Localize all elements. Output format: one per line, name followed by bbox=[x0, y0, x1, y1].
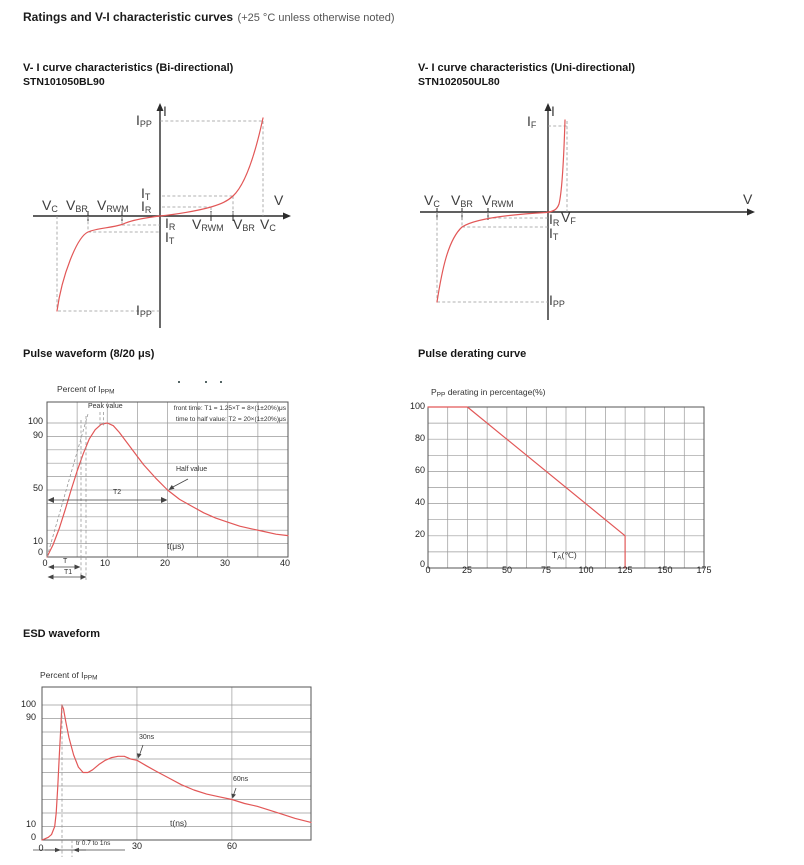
bi-ipp-bottom-label: $I_{PP}$ bbox=[136, 302, 152, 319]
pw-xtick-10: 10 bbox=[99, 558, 110, 568]
bi-vbr-left-label: $V_{BR}$ bbox=[66, 197, 88, 214]
esd-ytick-100: 100 bbox=[20, 699, 36, 709]
half-value-label: Half value bbox=[176, 466, 208, 473]
uni-x-axis-label: V bbox=[743, 191, 753, 207]
uni-ipp-label: $I_{PP}$ bbox=[549, 292, 565, 309]
esd-xtick-30: 30 bbox=[131, 841, 142, 851]
pw-ytick-10: 10 bbox=[32, 536, 43, 546]
unidirectional-diagram-svg bbox=[415, 100, 760, 330]
bi-vc-left-label: $V_C$ bbox=[42, 197, 58, 214]
bi-vbr-right-label: $V_{BR}$ bbox=[233, 216, 255, 233]
bi-y-axis-label: I bbox=[163, 103, 167, 119]
uni-vbr-label: $V_{BR}$ bbox=[451, 192, 473, 209]
esd-30ns-label: 30ns bbox=[139, 734, 155, 741]
pd-ytick-20: 20 bbox=[414, 529, 425, 539]
pw-ytick-50: 50 bbox=[32, 483, 43, 493]
pw-ytick-90: 90 bbox=[32, 430, 43, 440]
pd-xtick-50: 50 bbox=[501, 565, 512, 575]
heading-pulse-derating: Pulse derating curve bbox=[418, 348, 527, 360]
esd-x-title: t(ns) bbox=[170, 818, 187, 828]
pulse-waveform-x-title: t(μs) bbox=[167, 541, 185, 551]
page-title-note: (+25 °C unless otherwise noted) bbox=[237, 12, 395, 24]
bi-it-lower-label: $I_T$ bbox=[165, 229, 175, 246]
esd-ytick-90: 90 bbox=[25, 712, 36, 722]
heading-pulse-waveform: Pulse waveform (8/20 μs) bbox=[23, 348, 155, 360]
scan-artifact-dot bbox=[220, 381, 222, 383]
pw-xtick-30: 30 bbox=[219, 558, 230, 568]
pulse-derating-x-title: $T_A(℃)$ bbox=[552, 550, 577, 562]
pd-xtick-75: 75 bbox=[540, 565, 551, 575]
uni-it-label: $I_T$ bbox=[549, 225, 559, 242]
pulse-waveform-y-title: Percent of $I_{PPM}$ bbox=[57, 384, 115, 396]
uni-vc-label: $V_C$ bbox=[424, 192, 440, 209]
bi-ipp-top-label: $I_{PP}$ bbox=[136, 112, 152, 129]
esd-xtick-0: 0 bbox=[38, 843, 44, 853]
part-number-unidirectional: STN102050UL80 bbox=[418, 76, 500, 88]
bi-ir-lower-label: $I_R$ bbox=[165, 215, 176, 232]
esd-ytick-0: 0 bbox=[30, 832, 36, 842]
esd-annotations bbox=[33, 705, 236, 857]
pd-xtick-125: 125 bbox=[617, 565, 633, 575]
t-label: T bbox=[63, 558, 68, 565]
pd-xtick-25: 25 bbox=[461, 565, 472, 575]
t1-label: T1 bbox=[64, 569, 73, 576]
esd-xtick-60: 60 bbox=[226, 841, 237, 851]
uni-vrwm-label: $V_{RWM}$ bbox=[482, 192, 514, 209]
pw-xtick-0: 0 bbox=[42, 558, 48, 568]
unidirectional-axes bbox=[420, 103, 755, 320]
half-value-time-note: time to half value: T2 = 20×(1±20%)μs bbox=[175, 415, 286, 423]
front-time-note: front time: T1 = 1.25×T = 8×(1±20%)μs bbox=[173, 405, 286, 412]
esd-ytick-10: 10 bbox=[25, 819, 36, 829]
uni-vf-label: $V_F$ bbox=[561, 209, 576, 226]
scan-artifact-dot bbox=[205, 381, 207, 383]
pulse-derating-chart-svg bbox=[428, 407, 705, 569]
uni-ir-label: $I_R$ bbox=[549, 211, 560, 228]
pw-ytick-0: 0 bbox=[37, 547, 43, 557]
pulse-timing-notes bbox=[152, 404, 286, 425]
uni-if-label: $I_F$ bbox=[527, 113, 537, 130]
bi-vrwm-right-label: $V_{RWM}$ bbox=[192, 216, 224, 233]
pulse-waveform-annotations bbox=[47, 412, 188, 580]
heading-unidirectional: V- I curve characteristics (Uni-directional) bbox=[418, 62, 636, 74]
bi-vc-right-label: $V_C$ bbox=[260, 216, 276, 233]
pulse-derating-y-title: $P_{PP}$ derating in percentage(%) bbox=[431, 387, 546, 399]
pd-ytick-80: 80 bbox=[414, 433, 425, 443]
part-number-bidirectional: STN101050BL90 bbox=[23, 76, 105, 88]
uni-y-axis-label: I bbox=[551, 103, 555, 119]
t2-label: T2 bbox=[113, 489, 122, 496]
pd-ytick-100: 100 bbox=[409, 401, 425, 411]
unidirectional-curve bbox=[437, 120, 565, 302]
pd-ytick-0: 0 bbox=[419, 559, 425, 569]
pd-xtick-150: 150 bbox=[657, 565, 673, 575]
scan-artifact-dot bbox=[178, 381, 180, 383]
pd-xtick-100: 100 bbox=[578, 565, 594, 575]
pulse-waveform-grid bbox=[47, 402, 288, 557]
pw-xtick-20: 20 bbox=[159, 558, 170, 568]
esd-waveform-chart-svg bbox=[30, 685, 320, 865]
heading-esd-waveform: ESD waveform bbox=[23, 628, 101, 640]
pd-xtick-175: 175 bbox=[696, 565, 712, 575]
esd-y-title: Percent of $I_{PPM}$ bbox=[40, 670, 98, 682]
pw-ytick-100: 100 bbox=[27, 416, 43, 426]
pd-ytick-60: 60 bbox=[414, 465, 425, 475]
heading-bidirectional: V- I curve characteristics (Bi-directional) bbox=[23, 62, 234, 74]
bi-vrwm-left-label: $V_{RWM}$ bbox=[97, 197, 129, 214]
bi-x-axis-label: V bbox=[274, 192, 284, 208]
bi-ir-upper-label: $I_R$ bbox=[141, 198, 152, 215]
pw-xtick-40: 40 bbox=[279, 558, 290, 568]
pd-xtick-0: 0 bbox=[425, 565, 431, 575]
bi-it-upper-label: $I_T$ bbox=[141, 185, 151, 202]
page-title bbox=[23, 8, 395, 26]
pd-ytick-40: 40 bbox=[414, 497, 425, 507]
peak-value-label: Peak value bbox=[88, 403, 123, 410]
esd-tr-label: tr 0.7 to 1ns bbox=[76, 840, 111, 847]
page-title-bold: Ratings and V-I characteristic curves bbox=[23, 10, 234, 24]
esd-60ns-label: 60ns bbox=[233, 776, 249, 783]
